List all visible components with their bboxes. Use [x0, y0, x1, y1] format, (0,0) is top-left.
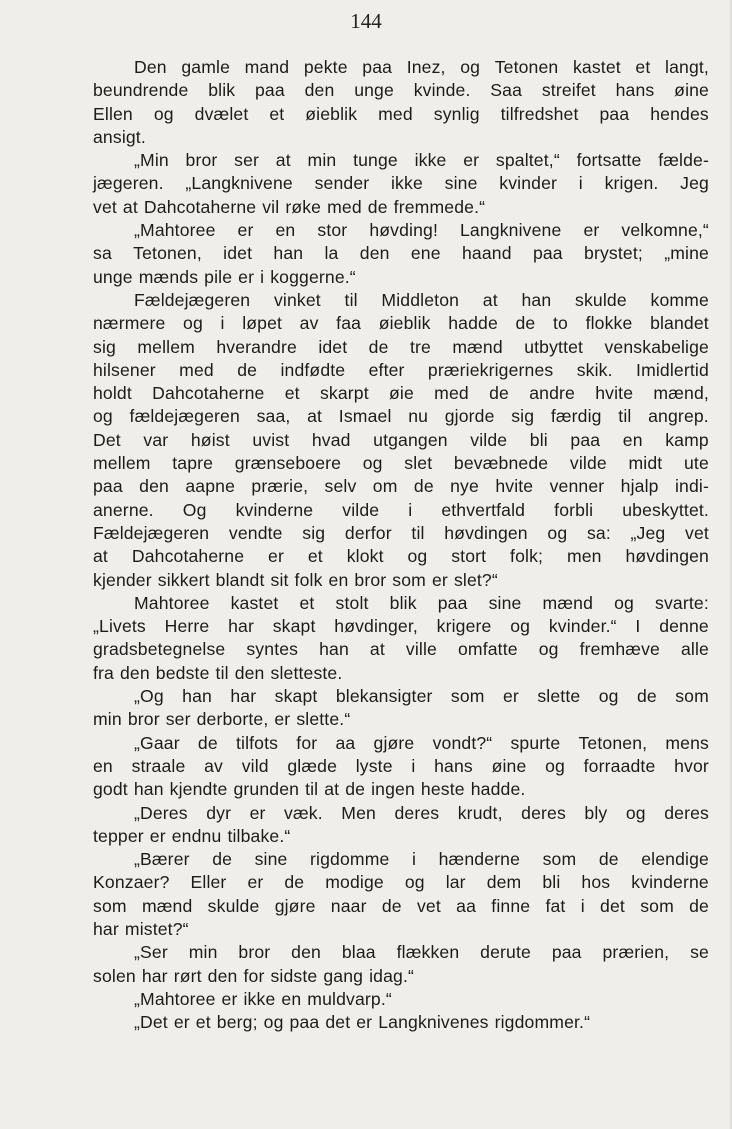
text-line: sa Tetonen, idet han la den ene haand paa brystet; „mine: [93, 243, 709, 264]
text-line: „Mahtoree er en stor høvding! Langknivene er velkomne,“: [134, 220, 709, 241]
text-line: hilsener med de indfødte efter præriekrigernes skik. Imidlertid: [93, 359, 709, 380]
text-line: kjender sikkert blandt sit folk en bror som er slet?“: [93, 569, 498, 590]
text-line: godt han kjendte grunden til at de ingen heste hadde.: [93, 779, 526, 800]
text-line: og fældejægeren saa, at Ismael nu gjorde sig færdig til angrep.: [93, 406, 709, 427]
text-line: beundrende blik paa den unge kvinde. Saa streifet hans øine: [93, 80, 709, 101]
text-line: min bror ser derborte, er slette.“: [93, 709, 351, 730]
text-line: Den gamle mand pekte paa Inez, og Tetonen kastet et langt,: [134, 57, 709, 77]
text-line: Mahtoree kastet et stolt blik paa sine mænd og svarte:: [134, 592, 709, 613]
text-line: fra den bedste til den sletteste.: [93, 662, 343, 683]
text-line: unge mænds pile er i koggerne.“: [93, 266, 356, 287]
text-line: „Deres dyr er væk. Men deres krudt, deres bly og deres: [134, 802, 709, 823]
text-line: holdt Dahcotaherne et skarpt øie med de andre hvite mænd,: [93, 383, 709, 404]
text-line: ansigt.: [93, 126, 146, 147]
text-line: „Livets Herre har skapt høvdinger, krigere og kvinder.“ I denne: [93, 616, 709, 637]
text-line: at Dahcotaherne er et klokt og stort folk; men høvdingen: [93, 546, 709, 567]
text-line: Fældejægeren vendte sig derfor til høvdingen og sa: „Jeg vet: [93, 522, 709, 543]
text-line: har mistet?“: [93, 918, 189, 939]
text-line: „Det er et berg; og paa det er Langknivenes rigdommer.“: [134, 1012, 591, 1033]
text-line: paa den aapne prærie, selv om de nye hvite venner hjalp indi-: [93, 476, 709, 497]
text-line: jægeren. „Langknivene sender ikke sine kvinder i krigen. Jeg: [93, 173, 709, 194]
text-line: Konzaer? Eller er de modige og lar dem bli hos kvinderne: [93, 872, 709, 893]
text-line: „Og han har skapt blekansigter som er slette og de som: [134, 686, 709, 707]
text-line: Fældejægeren vinket til Middleton at han skulde komme: [134, 289, 709, 310]
text-line: mellem tapre grænseboere og slet bevæbnede vilde midt ute: [93, 453, 709, 474]
text-line: sig mellem hverandre idet de tre mænd utbyttet venskabelige: [93, 336, 709, 357]
text-line: som mænd skulde gjøre naar de vet aa finne fat i det som de: [93, 895, 709, 916]
body-text: [93, 56, 709, 1034]
text-line: „Ser min bror den blaa flækken derute paa prærien, se: [134, 942, 709, 963]
text-line: en straale av vild glæde lyste i hans øine og forraadte hvor: [93, 755, 709, 776]
text-line: Det var høist uvist hvad utgangen vilde bli paa en kamp: [93, 429, 709, 450]
text-line: solen har rørt den for sidste gang idag.“: [93, 965, 414, 986]
text-line: gradsbetegnelse syntes han at ville omfatte og fremhæve alle: [93, 639, 709, 660]
page-number: 144: [350, 9, 382, 33]
text-line: nærmere og i løpet av faa øieblik hadde de to flokke blandet: [93, 313, 709, 334]
text-line: Ellen og dvælet et øieblik med synlig tilfredshet paa hendes: [93, 103, 709, 124]
text-line: „Mahtoree er ikke en muldvarp.“: [134, 988, 392, 1009]
text-line: „Gaar de tilfots for aa gjøre vondt?“ spurte Tetonen, mens: [134, 732, 709, 753]
text-line: vet at Dahcotaherne vil røke med de fremmede.“: [93, 196, 486, 217]
text-line: tepper er endnu tilbake.“: [93, 825, 291, 846]
text-line: anerne. Og kvinderne vilde i ethvertfald forbli ubeskyttet.: [93, 499, 709, 520]
text-line: „Min bror ser at min tunge ikke er spaltet,“ fortsatte fælde-: [134, 150, 709, 171]
text-line: „Bærer de sine rigdomme i hænderne som de elendige: [134, 849, 709, 870]
